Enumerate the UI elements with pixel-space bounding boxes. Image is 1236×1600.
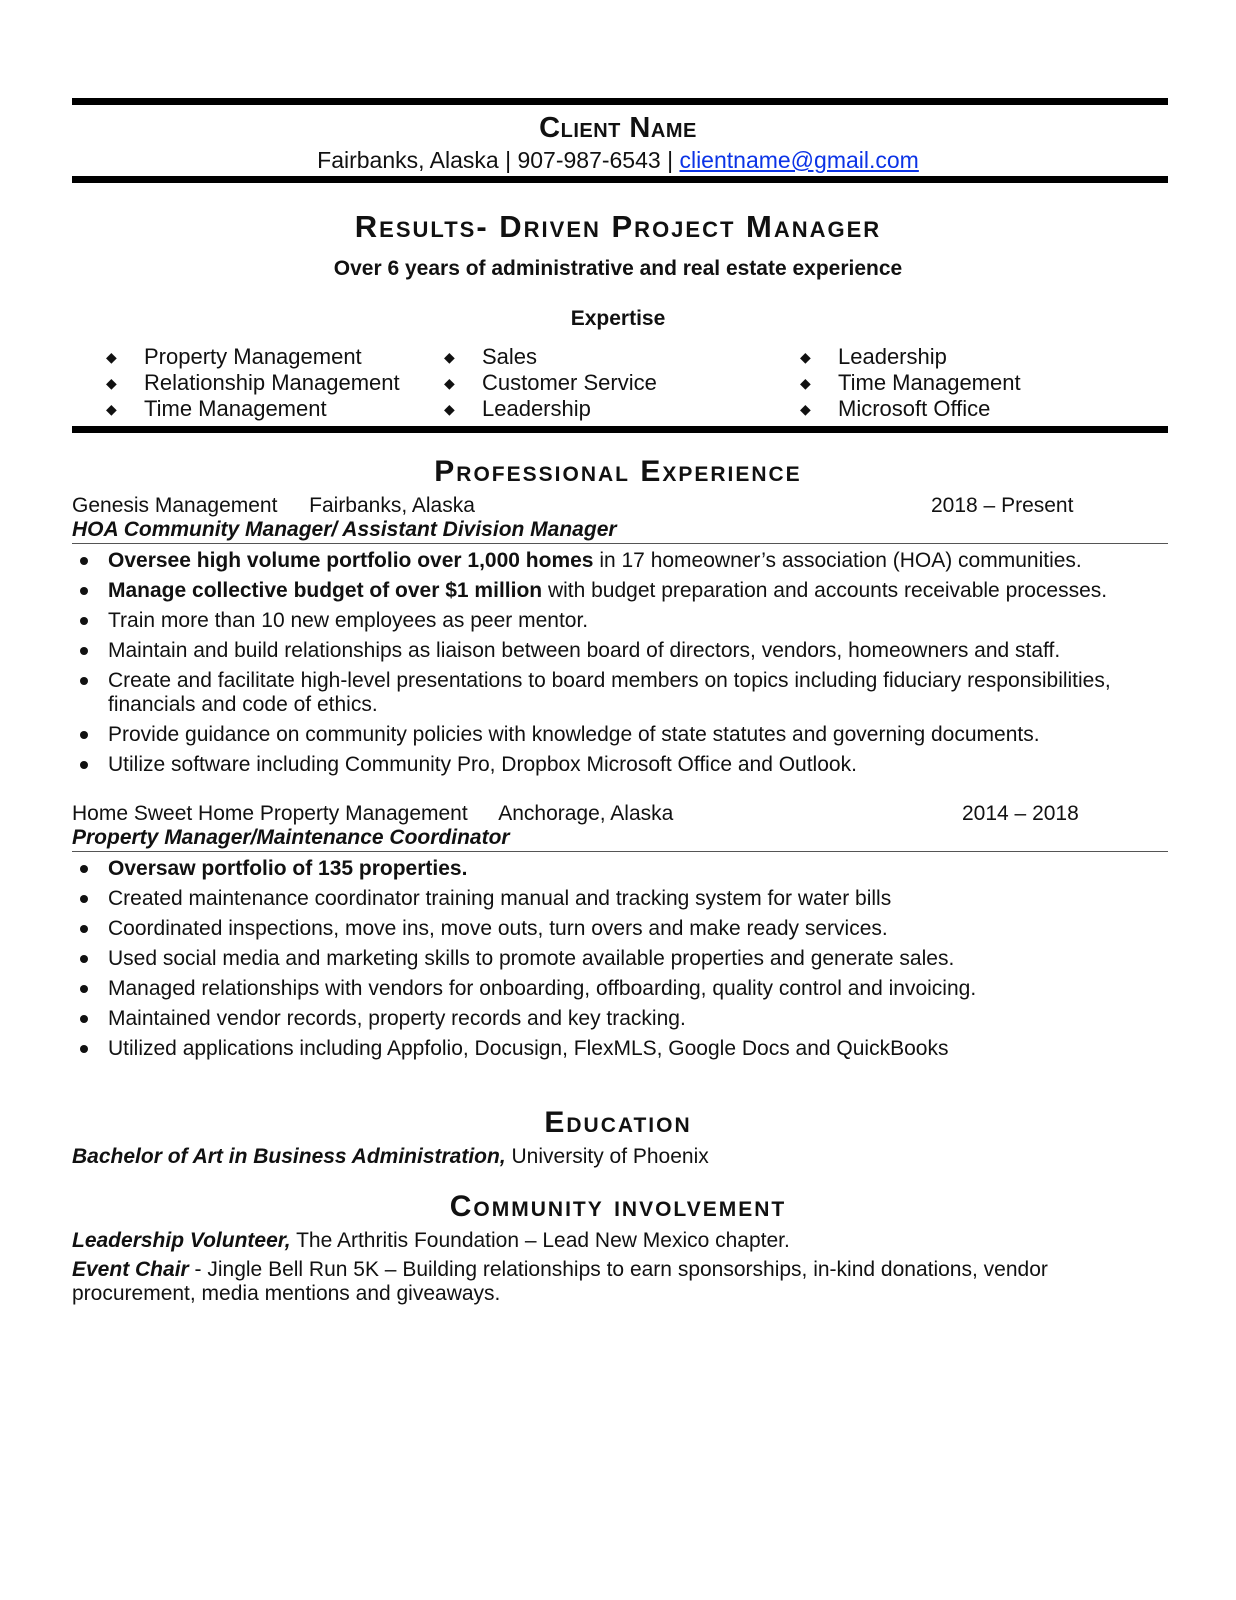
expertise-item: ◆ Leadership: [444, 396, 591, 421]
community-role: Leadership Volunteer,: [72, 1229, 291, 1252]
community-text: - Jingle Bell Run 5K – Building relationships to earn sponsorships, in-kind donations, vendor procurement, media mentions and giveaways.: [72, 1258, 1048, 1305]
diamond-bullet-icon: ◆: [444, 375, 455, 391]
job-bullets: [72, 857, 1132, 1067]
job-dates: 2014 – 2018: [962, 802, 1079, 825]
diamond-bullet-icon: ◆: [106, 401, 117, 417]
expertise-column-1: [106, 344, 400, 422]
expertise-item: ◆ Time Management: [800, 370, 1021, 395]
job-company-line: [72, 494, 475, 518]
job-bullets: [72, 549, 1132, 783]
section-title-community: Community involvement: [449, 1190, 787, 1223]
job-divider: [72, 851, 1168, 852]
contact-line: [0, 147, 1236, 174]
diamond-bullet-icon: ◆: [800, 349, 811, 365]
job-dates: 2018 – Present: [931, 494, 1074, 517]
contact-separator: |: [667, 147, 674, 173]
job-role: Property Manager/Maintenance Coordinator: [72, 826, 510, 849]
expertise-item: ◆ Leadership: [800, 344, 947, 369]
summary-rule: [72, 426, 1168, 433]
list-item: Maintain and build relationships as liaison between board of directors, vendors, homeowners and staff.: [72, 639, 1132, 663]
job-location: Anchorage, Alaska: [498, 802, 674, 825]
diamond-bullet-icon: ◆: [444, 349, 455, 365]
community-text: The Arthritis Foundation – Lead New Mexico chapter.: [290, 1229, 790, 1252]
expertise-item: ◆ Time Management: [106, 396, 327, 421]
job-role: HOA Community Manager/ Assistant Division Manager: [72, 518, 617, 541]
expertise-item: ◆ Customer Service: [444, 370, 657, 395]
community-entry: [72, 1229, 1132, 1253]
list-item: Train more than 10 new employees as peer mentor.: [72, 609, 1132, 633]
job-company: Genesis Management: [72, 494, 278, 517]
email-link[interactable]: clientname@gmail.com: [679, 147, 919, 173]
expertise-item: ◆ Property Management: [106, 344, 362, 369]
diamond-bullet-icon: ◆: [444, 401, 455, 417]
section-title-education: Education: [544, 1106, 692, 1139]
diamond-bullet-icon: ◆: [106, 349, 117, 365]
diamond-bullet-icon: ◆: [800, 375, 811, 391]
client-name: Client Name: [539, 112, 697, 144]
expertise-item: ◆ Microsoft Office: [800, 396, 991, 421]
list-item: Oversaw portfolio of 135 properties.: [72, 857, 1132, 881]
diamond-bullet-icon: ◆: [106, 375, 117, 391]
community-role: Event Chair: [72, 1258, 189, 1281]
list-item: Oversee high volume portfolio over 1,000 homes in 17 homeowner’s association (HOA) communities.: [72, 549, 1132, 573]
list-item: Used social media and marketing skills to promote available properties and generate sales.: [72, 947, 1132, 971]
headline: Results- Driven Project Manager: [354, 209, 882, 244]
school: University of Phoenix: [505, 1145, 709, 1168]
expertise-title: Expertise: [570, 307, 666, 330]
diamond-bullet-icon: ◆: [800, 401, 811, 417]
degree: Bachelor of Art in Business Administration,: [72, 1145, 506, 1168]
list-item: Manage collective budget of over $1 million with budget preparation and accounts receivable processes.: [72, 579, 1132, 603]
job-divider: [72, 543, 1168, 544]
job-company-line: [72, 802, 673, 826]
list-item: Managed relationships with vendors for onboarding, offboarding, quality control and invoicing.: [72, 977, 1132, 1001]
list-item: Utilize software including Community Pro, Dropbox Microsoft Office and Outlook.: [72, 753, 1132, 777]
contact-location: Fairbanks, Alaska: [317, 147, 499, 173]
list-item: Utilized applications including Appfolio, Docusign, FlexMLS, Google Docs and QuickBooks: [72, 1037, 1132, 1061]
education-entry: [72, 1145, 1132, 1169]
expertise-column-2: [444, 344, 657, 422]
list-item: Maintained vendor records, property records and key tracking.: [72, 1007, 1132, 1031]
job-company: Home Sweet Home Property Management: [72, 802, 468, 825]
subline: Over 6 years of administrative and real estate experience: [333, 257, 903, 280]
expertise-item: ◆ Relationship Management: [106, 370, 400, 395]
expertise-column-3: [800, 344, 1021, 422]
section-title-experience: Professional Experience: [434, 455, 802, 488]
list-item: Create and facilitate high-level presentations to board members on topics including fiduciary responsibilities, financials and code of ethics.: [72, 669, 1132, 717]
list-item: Coordinated inspections, move ins, move outs, turn overs and make ready services.: [72, 917, 1132, 941]
contact-phone: 907-987-6543: [517, 147, 661, 173]
community-entry: [72, 1258, 1132, 1306]
job-location: Fairbanks, Alaska: [309, 494, 475, 517]
top-rule: [72, 98, 1168, 105]
expertise-item: ◆ Sales: [444, 344, 538, 369]
list-item: Provide guidance on community policies with knowledge of state statutes and governing documents.: [72, 723, 1132, 747]
contact-separator: |: [505, 147, 512, 173]
list-item: Created maintenance coordinator training manual and tracking system for water bills: [72, 887, 1132, 911]
header-rule: [72, 176, 1168, 183]
